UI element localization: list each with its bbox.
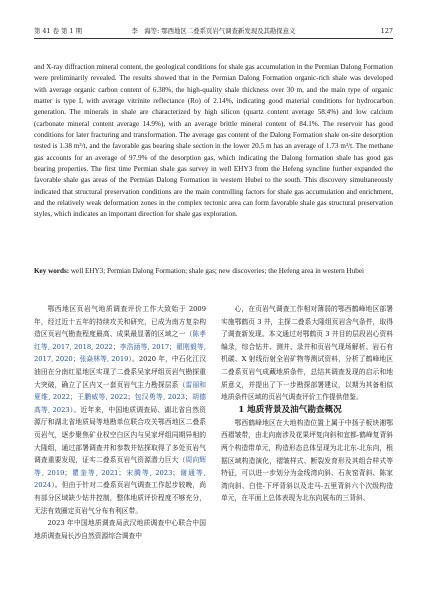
paragraph-text: ；: [184, 393, 192, 402]
paragraph-text: ）。但由于针对二叠系页岩气调查工作起步较晚，尚有部分区域缺少钻井控制，整体地质评价程度不够充分，无法有效圈定页岩气分布有利区带。: [34, 481, 206, 515]
geology-paragraph: 鄂西鹤峰地区在大地构造位置上属于中扬子板块湘鄂西褶皱带，由北向南涉及花果坪复向斜和宜都-鹤峰复背斜两个构造带单元，构造形态总体呈现为北北东-北东向，根据区域构造演化，褶皱样式、断裂发育形及其组合样式等特征，可以进一步划分为金线湾向斜、石灰窑背斜、陈家湾向斜、白佳-下坪背斜以及走马-五里背斜六个次级构造单元，在平面上总体表现为北东向展布的三背斜、: [221, 418, 393, 503]
citation: 陈孝红等, 2017, 2018, 2022: [34, 330, 206, 351]
paragraph-text: ；: [169, 342, 176, 351]
citation: 胡德高等, 2023: [34, 393, 206, 414]
paragraph-text: ；: [118, 468, 126, 477]
citation: 谢通等, 2024: [34, 468, 206, 490]
citation: 王鹏威等, 2022: [76, 393, 128, 402]
page-number: 127: [380, 27, 393, 35]
paragraph-text: ）。近年来，中国地质调查局、湖北省自然资源厅和湖北省地质局等地勘单位联合攻关鄂西地区二叠系页岩气，逐步聚焦矿业权空白区内与吴家坪组同期异相的大隆组，通过部署调查井和参数井钻探取得了多处页岩气调查重要发现，证实二叠系页岩气资源潜力巨大（: [34, 405, 206, 465]
page-header: [34, 24, 393, 39]
english-keywords: [34, 266, 393, 277]
abstract-text: and X-ray diffraction mineral content, the geological conditions for shale gas accumulation in the Permian Dalong Formation were preliminarily revealed. The results showed that in the Permian Dalong Formation organic-rich shale was developed with average organic carbon content of 6.38%, the high-quality shale thickness over 30 m, and the main type of organic matter is type I, with average vitrinite reflectance (Ro) of 2.14%, indicating good material conditions for hydrocarbon generation. The minerals in shale are characterized by high silicon (quartz content average 58.4%) and low calcium (carbonate mineral content average 14.9%), with an average brittle mineral content of 84.1%. The reservoir has good conditions for later fracturing and transformation. The average gas content of the Dalong Formation shale on-site desorption tested is 1.38 m³/t, and the favorable gas bearing shale section in the lower 20.5 m has an average of 1.73 m³/t. The methane gas accounts for an average of 97.9% of the desorption gas, which indicating the Dalong formation shale has good gas bearing properties. The first time Permian shale gas survey in well EHY3 from the Hefeng syncline further expanded the favorable shale gas areas of the Permian Dalong Formation in western Hubei to the south. This discovery simultaneously indicated that structural preservation conditions are the main controlling factors for shale gas accumulation and enrichment, and the relatively weak deformation zones in the complex tectonic area can form favorable shale gas structural preservation styles, which indicates an important direction for shale gas exploration.: [34, 63, 393, 219]
paragraph-text: ；: [72, 355, 80, 364]
citation: 包汉勇等, 2023: [134, 393, 185, 402]
citation: 翟刚毅等, 2017, 2020: [34, 342, 206, 364]
section-heading: 1 地质背景及油气勘查概况: [238, 404, 342, 415]
citation: 雷丽和夏维, 2022: [34, 380, 206, 402]
paragraph-text: ；: [112, 342, 120, 351]
citation: 周向辉等, 2019: [34, 456, 206, 477]
intro-paragraph-continued: 心，在页岩气调查工作相对薄弱的鄂西鹤峰地区部署实施鄂鹤页 3 井，主探二叠系大隆组页岩含气条件，取得了调查新发现。本文通过对鄂鹤页 3 井目的层段岩心资料编录，综合钻井、测井、录井和页岩气现场解析、岩石有机碳、X 射线衍射全岩矿物等测试资料，分析了鹤峰地区二叠系页岩气成藏地质条件，总结其调查发现的启示和地质意义，并提出了下一步勘探部署建议，以期为其备相似地质条件区域的页岩气调查评价工作提供借鉴。: [221, 305, 393, 402]
paragraph-text: 鄂西地区页岩气地质调查评价工作大致始于 2009 年，经过近十五年的持续攻关和研究，已成为南方复杂构造区页岩气勘查程度最高、成果最显著的区域之一（: [34, 305, 206, 339]
journal-volume-issue: 第 41 卷 第 1 期: [34, 27, 82, 35]
intro-paragraph-1: [34, 303, 206, 517]
citation: 张焱林等, 2019: [79, 355, 129, 364]
paragraph-text: ；: [127, 393, 135, 402]
paragraph-text: ；: [64, 468, 72, 477]
english-abstract: [34, 62, 393, 221]
paragraph-text: ；: [70, 393, 77, 402]
body-left-column: [34, 303, 206, 542]
keywords-label: Key words:: [34, 267, 70, 275]
intro-paragraph-2: 2023 年中国地质调查局武汉地质调查中心联合中国地质调查局长沙自然资源综合调查中: [34, 519, 206, 540]
running-title: 李 海等: 鄂西地区二叠系页岩气调查新发现及其勘探意义: [131, 27, 296, 35]
citation: 宋腾等, 2023: [125, 468, 173, 477]
citation: 瞿奎等, 2021: [71, 468, 119, 477]
body-right-column: [221, 303, 393, 505]
citation: 李浩涵等, 2017: [119, 342, 170, 351]
paragraph-text: ）。2020 年，中石化江汉油田在分南红星地区实现了二叠系吴家坪组页岩气勘探重大突破，确立了区内又一套页岩气主力勘探层系（: [34, 355, 206, 389]
keywords-text: well EHY3; Permian Dalong Formation; shale gas; new discoveries; the Hefeng area in western Hubei: [69, 267, 364, 275]
paragraph-text: ；: [172, 468, 180, 477]
